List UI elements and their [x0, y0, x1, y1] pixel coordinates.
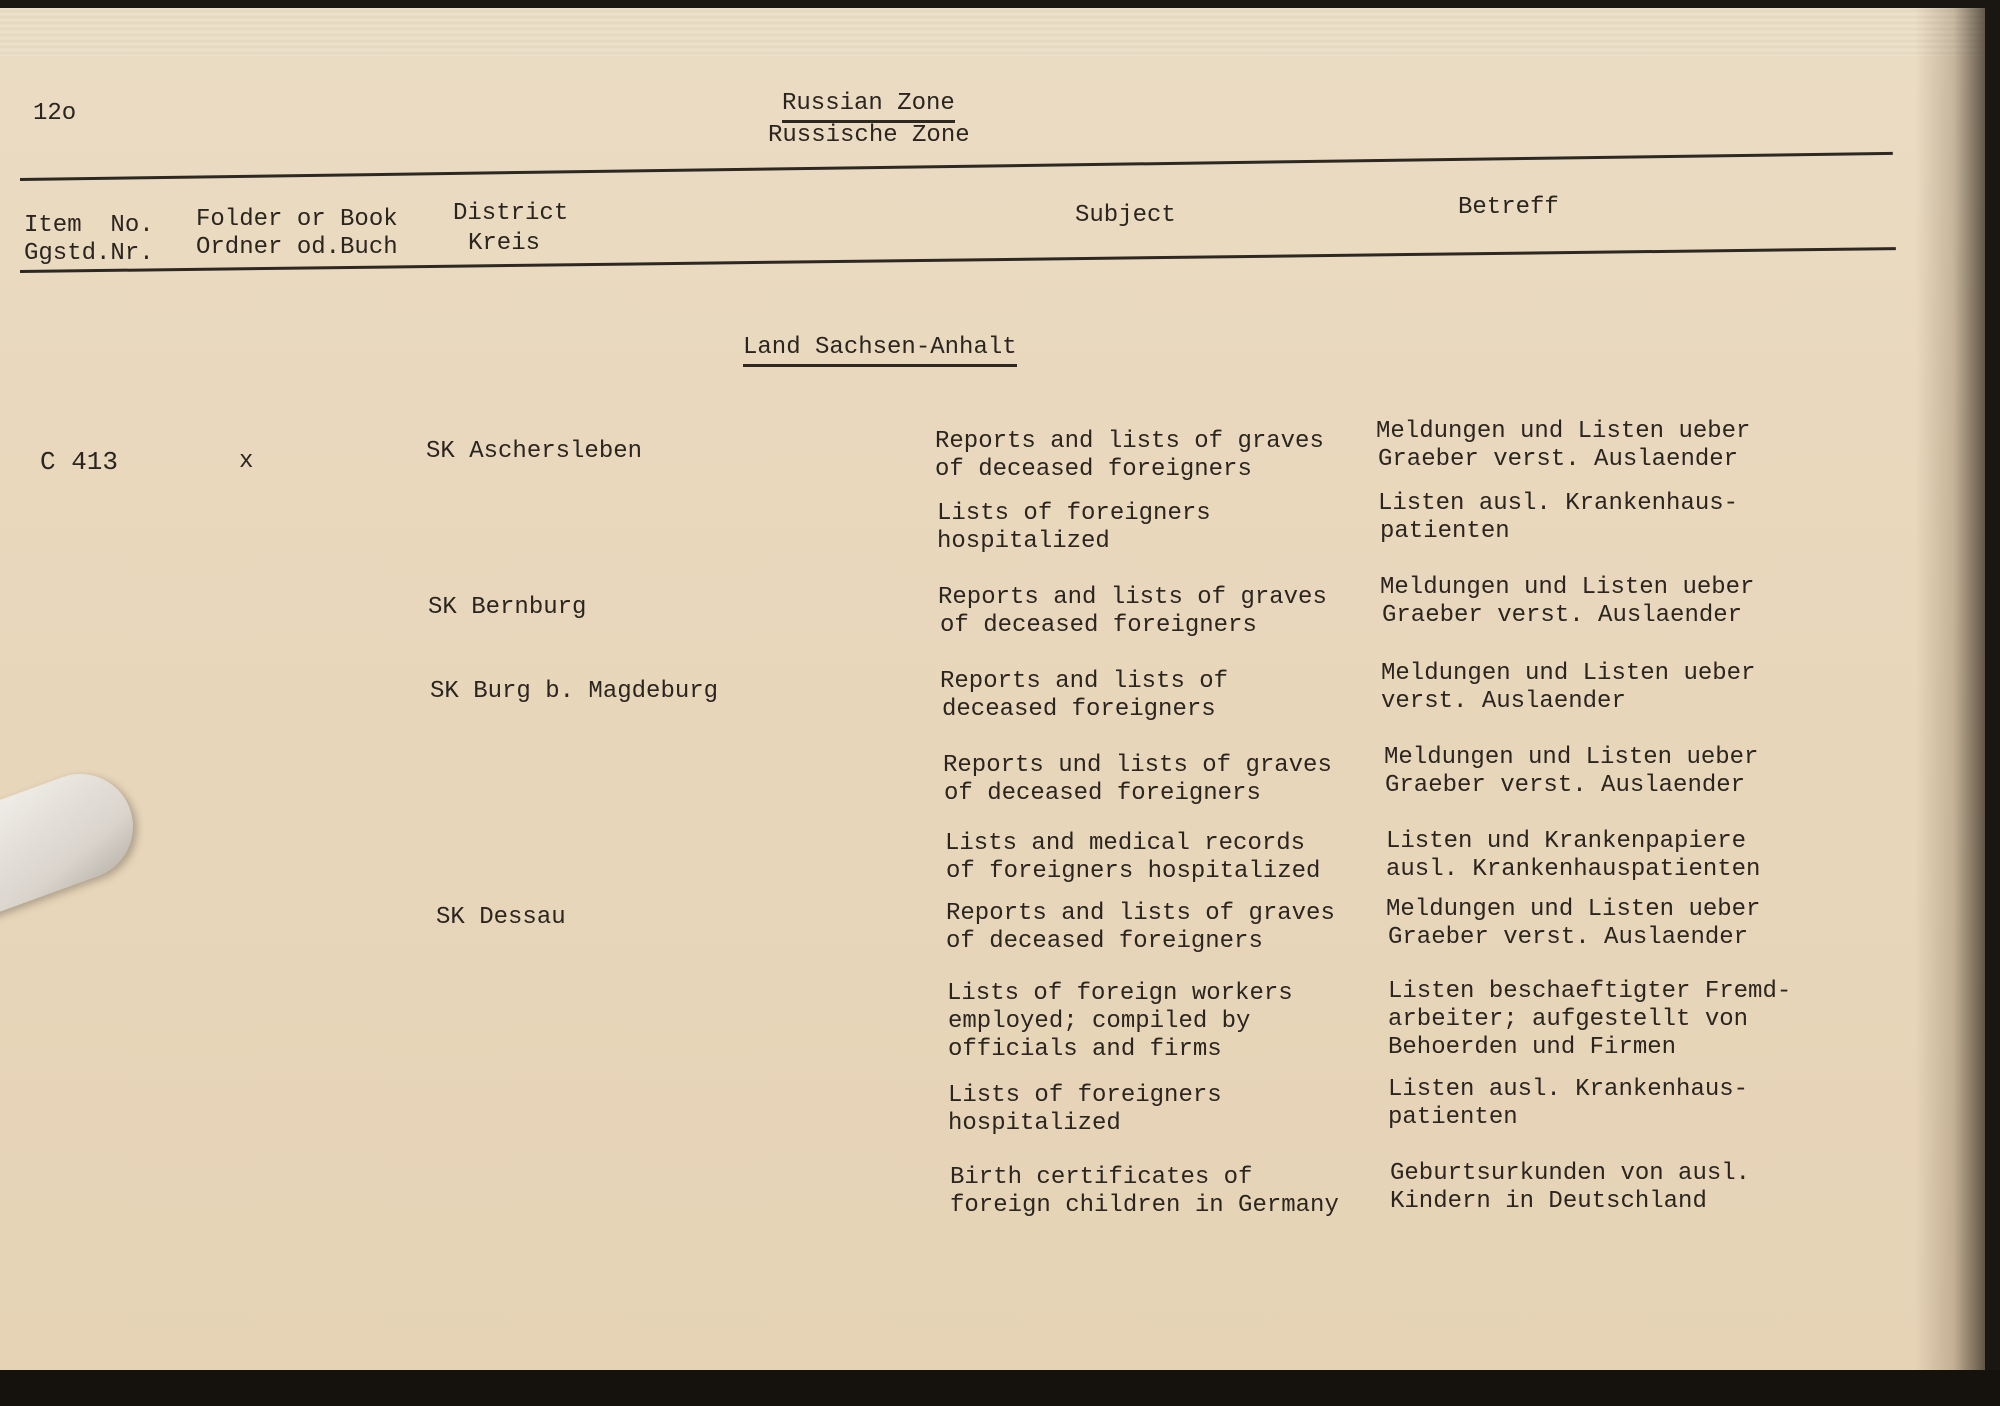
header-folder-en: Folder or Book — [196, 206, 398, 233]
betreff-line: Meldungen und Listen ueber — [1384, 744, 1759, 771]
betreff-line: ausl. Krankenhauspatienten — [1386, 856, 1761, 883]
header-item-de: Ggstd.Nr. — [24, 240, 154, 267]
page-number: 12o — [33, 100, 77, 127]
subject-line: Lists and medical records — [945, 830, 1306, 857]
header-district-en: District — [453, 200, 569, 227]
subject-line: of deceased foreigners — [946, 928, 1263, 955]
zone-title-english: Russian Zone — [782, 90, 955, 123]
betreff-line: verst. Auslaender — [1381, 688, 1626, 715]
index-tab — [0, 759, 148, 918]
header-district-de: Kreis — [468, 230, 541, 257]
binding-shadow — [1915, 8, 1985, 1380]
zone-title-german: Russische Zone — [768, 122, 970, 149]
betreff-line: arbeiter; aufgestellt von — [1388, 1006, 1749, 1033]
subject-line: hospitalized — [948, 1110, 1121, 1137]
subject-line: Reports and lists of graves — [938, 584, 1327, 611]
subject-line: Lists of foreigners — [937, 500, 1211, 527]
district-burg: SK Burg b. Magdeburg — [430, 678, 719, 705]
subject-line: officials and firms — [948, 1036, 1222, 1063]
betreff-line: Meldungen und Listen ueber — [1381, 660, 1756, 687]
subject-line: Reports und lists of graves — [943, 752, 1332, 779]
subject-line: Reports and lists of — [940, 668, 1229, 695]
betreff-line: Listen und Krankenpapiere — [1386, 828, 1747, 855]
betreff-line: Geburtsurkunden von ausl. — [1390, 1160, 1751, 1187]
subject-line: of foreigners hospitalized — [946, 858, 1321, 885]
subject-line: employed; compiled by — [948, 1008, 1251, 1035]
header-top-rule — [20, 152, 1893, 181]
betreff-line: Meldungen und Listen ueber — [1386, 896, 1761, 923]
folder-mark: x — [239, 448, 254, 475]
betreff-line: Graeber verst. Auslaender — [1378, 446, 1739, 473]
district-aschersleben: SK Aschersleben — [426, 438, 643, 465]
subject-line: Lists of foreigners — [948, 1082, 1222, 1109]
background-edge — [0, 1370, 2000, 1406]
betreff-line: Behoerden und Firmen — [1388, 1034, 1677, 1061]
betreff-line: Kindern in Deutschland — [1390, 1188, 1707, 1215]
subject-line: foreign children in Germany — [950, 1192, 1339, 1219]
district-dessau: SK Dessau — [436, 904, 566, 931]
betreff-line: Meldungen und Listen ueber — [1380, 574, 1755, 601]
header-subject: Subject — [1075, 202, 1176, 229]
subject-line: Lists of foreign workers — [947, 980, 1293, 1007]
header-betreff: Betreff — [1458, 194, 1559, 221]
page-stack-edge — [0, 8, 1985, 56]
header-folder-de: Ordner od.Buch — [196, 234, 398, 261]
betreff-line: Listen ausl. Krankenhaus- — [1378, 490, 1739, 517]
betreff-line: Meldungen und Listen ueber — [1376, 418, 1751, 445]
betreff-line: Graeber verst. Auslaender — [1388, 924, 1749, 951]
betreff-line: Graeber verst. Auslaender — [1382, 602, 1743, 629]
betreff-line: patienten — [1380, 518, 1510, 545]
district-bernburg: SK Bernburg — [428, 594, 587, 621]
subject-line: Reports and lists of graves — [946, 900, 1335, 927]
subject-line: Reports and lists of graves — [935, 428, 1324, 455]
betreff-line: patienten — [1388, 1104, 1518, 1131]
betreff-line: Listen ausl. Krankenhaus- — [1388, 1076, 1749, 1103]
section-title: Land Sachsen-Anhalt — [743, 334, 1017, 367]
subject-line: of deceased foreigners — [944, 780, 1261, 807]
subject-line: Birth certificates of — [950, 1164, 1253, 1191]
subject-line: of deceased foreigners — [940, 612, 1257, 639]
header-item-en: Item No. — [24, 212, 154, 239]
subject-line: of deceased foreigners — [935, 456, 1252, 483]
betreff-line: Listen beschaeftigter Fremd- — [1388, 978, 1792, 1005]
subject-line: hospitalized — [937, 528, 1110, 555]
subject-line: deceased foreigners — [942, 696, 1216, 723]
item-number: C 413 — [40, 447, 119, 477]
betreff-line: Graeber verst. Auslaender — [1385, 772, 1746, 799]
document-page — [0, 8, 1985, 1380]
